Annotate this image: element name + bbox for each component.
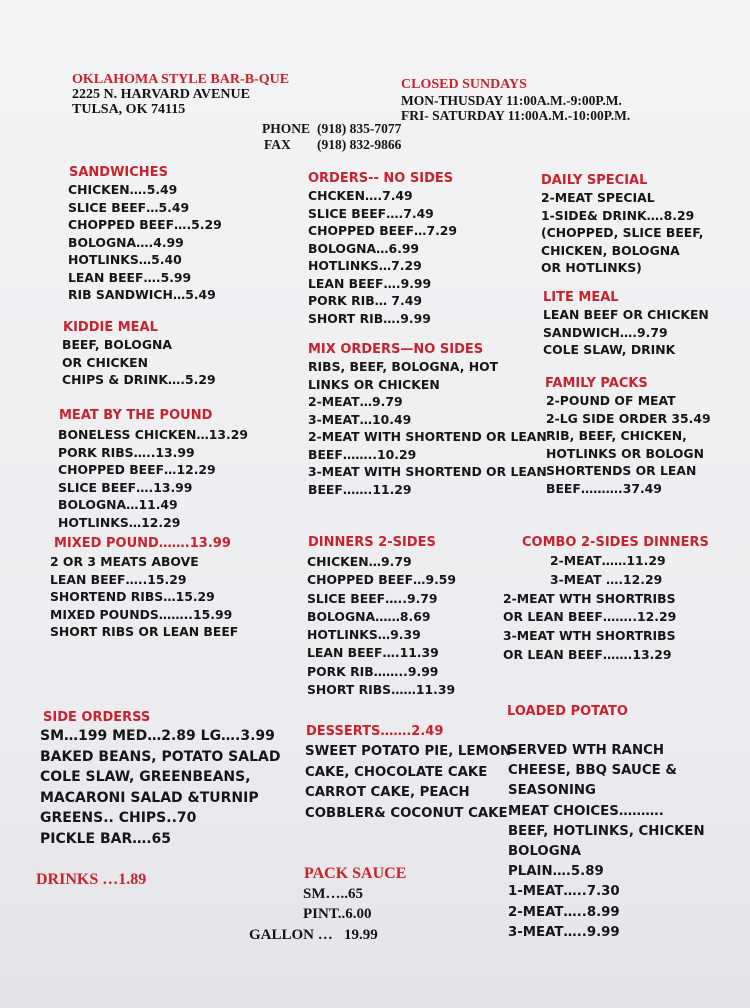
list-item: CARROT CAKE, PEACH	[305, 785, 470, 800]
combo-heading: COMBO 2-SIDES DINNERS	[522, 535, 709, 550]
list-item: LEAN BEEF….9.99	[308, 275, 432, 291]
list-item: PORK RIB… 7.49	[308, 293, 422, 308]
meat-by-pound-list	[58, 426, 248, 531]
list-item: BEEF, HOTLINKS, CHICKEN	[508, 823, 705, 839]
list-item: COLE SLAW, DRINK	[543, 342, 676, 357]
list-item: 2-MEAT…9.79	[308, 394, 403, 409]
list-item: HOTLINKS…7.29	[308, 258, 422, 273]
phone-label: PHONE	[262, 121, 311, 136]
list-item: BOLOGNA…6.99	[308, 240, 420, 256]
orders-no-sides-heading: ORDERS-- NO SIDES	[308, 171, 454, 186]
dinners-list	[307, 553, 456, 699]
list-item: 2-MEAT…..8.99	[508, 904, 620, 920]
list-item: LINKS OR CHICKEN	[308, 376, 440, 392]
list-item: SANDWICH….9.79	[543, 324, 668, 340]
list-item: MEAT CHOICES……….	[508, 803, 664, 819]
business-name: OKLAHOMA STYLE BAR-B-QUE	[72, 72, 290, 87]
list-item: CHOPPED BEEF…7.29	[308, 223, 458, 238]
list-item: LEAN BEEF…..15.29	[50, 571, 187, 587]
drinks-price: DRINKS …1.89	[36, 871, 147, 888]
list-item: BOLOGNA….4.99	[68, 234, 184, 250]
kiddie-meal-list	[62, 336, 216, 389]
list-item: BEEF, BOLOGNA	[62, 337, 172, 352]
desserts-heading: DESSERTS…….2.49	[306, 724, 444, 739]
daily-special-heading: DAILY SPECIAL	[541, 173, 648, 188]
address-line-2: TULSA, OK 74115	[72, 102, 186, 117]
side-orders-heading: SIDE ORDERSS	[43, 710, 151, 725]
list-item: CHOPPED BEEF…12.29	[58, 462, 216, 477]
list-item: 2-MEAT WITH SHORTEND OR LEAN	[308, 429, 547, 444]
kiddie-meal-heading: KIDDIE MEAL	[63, 320, 158, 335]
list-item: HOTLINKS OR BOLOGN	[546, 445, 704, 461]
list-item: MACARONI SALAD &TURNIP	[40, 789, 259, 806]
list-item: BAKED BEANS, POTATO SALAD	[40, 748, 281, 765]
list-item: 3-MEAT WITH SHORTEND OR LEAN	[308, 464, 547, 479]
side-orders-list	[40, 726, 280, 849]
list-item: BONELESS CHICKEN…13.29	[58, 427, 248, 442]
address-line-1: 2225 N. HARVARD AVENUE	[72, 87, 250, 102]
lite-meal-list	[543, 306, 709, 359]
family-packs-heading: FAMILY PACKS	[545, 376, 648, 391]
list-item: RIB SANDWICH…5.49	[68, 287, 216, 302]
list-item: COLE SLAW, GREENBEANS,	[40, 769, 251, 785]
mixed-pound-list	[50, 553, 238, 641]
closed-sundays: CLOSED SUNDAYS	[401, 77, 527, 92]
list-item: OR LEAN BEEF……..12.29	[503, 609, 677, 625]
list-item: BOLOGNA……8.69	[307, 608, 431, 624]
list-item: CHOPPED BEEF….5.29	[68, 217, 222, 232]
list-item: (CHOPPED, SLICE BEEF,	[541, 225, 704, 240]
list-item: 3-MEAT…..9.99	[508, 924, 620, 940]
loaded-potato-heading: LOADED POTATO	[507, 704, 628, 719]
sandwiches-heading: SANDWICHES	[69, 165, 168, 180]
list-item: SHORT RIB….9.99	[308, 310, 431, 326]
list-item: RIBS, BEEF, BOLOGNA, HOT	[308, 359, 499, 374]
list-item: SLICE BEEF….13.99	[58, 479, 193, 495]
list-item: LEAN BEEF….5.99	[68, 269, 192, 285]
pack-sauce-pint: PINT..6.00	[303, 906, 372, 922]
list-item: SM…199 MED…2.89 LG….3.99	[40, 728, 275, 744]
loaded-potato-list	[508, 741, 705, 943]
list-item: SWEET POTATO PIE, LEMON	[305, 744, 512, 759]
list-item: PICKLE BAR….65	[40, 830, 172, 847]
list-item: HOTLINKS…9.39	[307, 627, 421, 643]
fax-label: FAX	[264, 137, 291, 152]
pack-sauce-small: SM…..65	[303, 886, 363, 902]
dinners-heading: DINNERS 2-SIDES	[308, 535, 436, 550]
list-item: 3-MEAT ….12.29	[550, 571, 663, 587]
orders-no-sides-list	[308, 187, 457, 327]
mix-orders-list	[308, 358, 547, 498]
list-item: MIXED POUNDS……..15.99	[50, 606, 233, 622]
list-item: LEAN BEEF OR CHICKEN	[543, 307, 709, 322]
list-item: CAKE, CHOCOLATE CAKE	[305, 764, 488, 780]
list-item: 1-SIDE& DRINK….8.29	[541, 207, 695, 223]
list-item: 2 OR 3 MEATS ABOVE	[50, 554, 199, 569]
list-item: LEAN BEEF….11.39	[307, 645, 439, 661]
list-item: BEEF…….11.29	[308, 481, 412, 497]
list-item: CHOPPED BEEF…9.59	[307, 572, 457, 588]
list-item: SEASONING	[508, 783, 596, 799]
list-item: 2-MEAT WTH SHORTRIBS	[503, 590, 676, 606]
hours-fri-sat: FRI- SATURDAY 11:00A.M.-10:00P.M.	[401, 108, 631, 123]
fax-number: (918) 832-9866	[317, 137, 402, 152]
list-item: BOLOGNA	[508, 844, 582, 860]
list-item: OR CHICKEN	[62, 354, 148, 370]
list-item: BOLOGNA…11.49	[58, 497, 178, 512]
lite-meal-heading: LITE MEAL	[543, 290, 619, 305]
list-item: PLAIN….5.89	[508, 864, 604, 880]
list-item: CHEESE, BBQ SAUCE &	[508, 763, 677, 779]
list-item: SHORT RIBS……11.39	[307, 682, 456, 698]
list-item: PORK RIB……..9.99	[307, 663, 439, 679]
desserts-list	[305, 742, 511, 824]
list-item: RIB, BEEF, CHICKEN,	[546, 428, 687, 443]
list-item: SLICE BEEF….7.49	[308, 205, 434, 221]
mix-orders-heading: MIX ORDERS—NO SIDES	[308, 342, 484, 357]
list-item: 2-MEAT……11.29	[550, 553, 666, 568]
pack-sauce-heading: PACK SAUCE	[304, 865, 407, 882]
list-item: 2-POUND OF MEAT	[546, 393, 676, 408]
list-item: 3-MEAT WTH SHORTRIBS	[503, 628, 676, 644]
list-item: SHORTENDS OR LEAN	[546, 463, 697, 478]
hours-mon-thu: MON-THUSDAY 11:00A.M.-9:00P.M.	[401, 93, 622, 108]
list-item: CHIPS & DRINK….5.29	[62, 372, 216, 387]
list-item: CHCKEN….7.49	[308, 188, 413, 203]
list-item: SLICE BEEF…5.49	[68, 199, 190, 215]
list-item: SERVED WTH RANCH	[508, 743, 664, 758]
sandwiches-list	[68, 181, 222, 304]
list-item: PORK RIBS…..13.99	[58, 444, 195, 460]
meat-by-pound-heading: MEAT BY THE POUND	[59, 408, 213, 423]
list-item: SHORT RIBS OR LEAN BEEF	[50, 624, 239, 639]
list-item: SLICE BEEF…..9.79	[307, 590, 438, 606]
combo-list	[503, 552, 676, 665]
daily-special-list	[541, 189, 703, 277]
list-item: CHICKEN….5.49	[68, 182, 178, 197]
list-item: SHORTEND RIBS…15.29	[50, 589, 215, 604]
list-item: BEEF……..10.29	[308, 446, 417, 462]
list-item: GREENS.. CHIPS..70	[40, 810, 197, 826]
mixed-pound-heading: MIXED POUND…….13.99	[54, 536, 231, 551]
list-item: HOTLINKS…5.40	[68, 252, 182, 267]
list-item: BEEF……….37.49	[546, 480, 662, 496]
list-item: HOTLINKS…12.29	[58, 514, 181, 530]
list-item: CHICKEN…9.79	[307, 554, 412, 569]
list-item: 2-LG SIDE ORDER 35.49	[546, 410, 711, 426]
list-item: CHICKEN, BOLOGNA	[541, 242, 680, 258]
list-item: COBBLER& COCONUT CAKE	[305, 805, 508, 821]
list-item: 3-MEAT…10.49	[308, 411, 412, 427]
list-item: OR LEAN BEEF…….13.29	[503, 646, 672, 662]
pack-sauce-gallon: GALLON … 19.99	[249, 927, 378, 943]
list-item: 2-MEAT SPECIAL	[541, 190, 655, 205]
family-packs-list	[546, 392, 711, 497]
phone-number: (918) 835-7077	[317, 121, 402, 136]
list-item: OR HOTLINKS)	[541, 260, 642, 275]
list-item: 1-MEAT…..7.30	[508, 884, 620, 900]
